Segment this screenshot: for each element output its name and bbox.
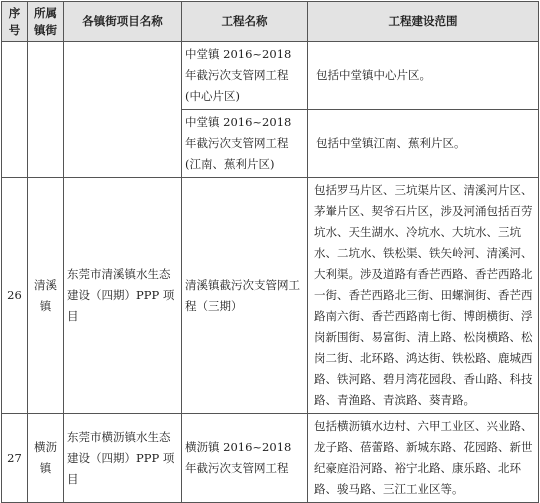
work-scope-cell: 包括中堂镇中心片区。 <box>308 42 539 110</box>
project-name-cell: 东莞市横沥镇水生态建设（四期）PPP 项目 <box>64 414 182 503</box>
project-name-cell: 东莞市清溪镇水生态建设（四期）PPP 项目 <box>64 178 182 414</box>
town-cell <box>28 42 64 178</box>
work-scope-cell: 包括横沥镇水边村、六甲工业区、兴业路、龙子路、蓓蕾路、新城东路、花园路、新世纪豪庭沿河路、裕宁北路、康乐路、北环路、骏马路、三江工业区等。 <box>308 414 539 503</box>
work-name-cell: 清溪镇截污次支管网工程（三期） <box>182 178 308 414</box>
work-name-cell: 横沥镇 2016~2018 年截污次支管网工程 <box>182 414 308 503</box>
work-scope-cell: 包括罗马片区、三坑渠片区、清溪河片区、茅輋片区、契爷石片区，涉及河涌包括百劳坑水、天生湖水、冷坑水、大坑水、三坑水、二坑水、铁松渠、铁矢岭河、清溪河、大利渠。涉及道路有香芒西路、香芒西路北一街、香芒西路北三街、田螺涧街、香芒西路南六街、香芒西路南七街、博朗横街、浮岗新围街、易富街、清上路、松岗横路、松岗二街、北环路、鸿达街、铁松路、鹿城西路、铁河路、碧月湾花园段、香山路、科技路、青渔路、青滨路、葵青路。 <box>308 178 539 414</box>
header-no: 序号 <box>2 2 28 42</box>
project-table-container <box>1 1 538 496</box>
table-row <box>2 414 539 503</box>
work-scope-cell: 包括中堂镇江南、蕉利片区。 <box>308 110 539 178</box>
row-number-cell: 26 <box>2 178 28 414</box>
project-table <box>1 1 539 503</box>
project-name-cell <box>64 42 182 178</box>
header-work: 工程名称 <box>182 2 308 42</box>
table-row <box>2 178 539 414</box>
header-scope: 工程建设范围 <box>308 2 539 42</box>
table-body <box>2 42 539 503</box>
header-project: 各镇街项目名称 <box>64 2 182 42</box>
table-row <box>2 42 539 110</box>
header-town: 所属镇街 <box>28 2 64 42</box>
header-row <box>2 2 539 42</box>
table-header <box>2 2 539 42</box>
work-name-cell: 中堂镇 2016~2018 年截污次支管网工程(中心片区) <box>182 42 308 110</box>
row-number-cell <box>2 42 28 178</box>
row-number-cell: 27 <box>2 414 28 503</box>
town-cell: 横沥镇 <box>28 414 64 503</box>
town-cell: 清溪镇 <box>28 178 64 414</box>
work-name-cell: 中堂镇 2016~2018 年截污次支管网工程(江南、蕉利片区) <box>182 110 308 178</box>
